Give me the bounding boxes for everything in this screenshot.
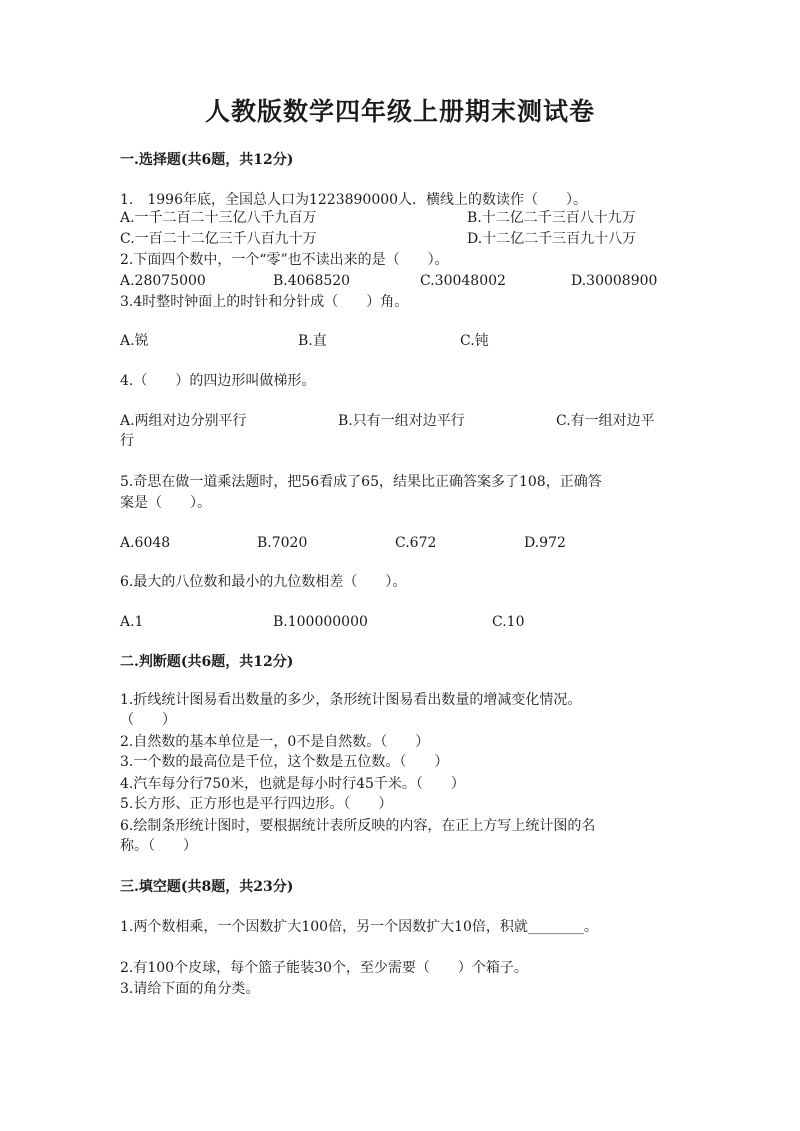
- question-1-6-option-b: B.100000000: [273, 614, 368, 630]
- page-title: 人教版数学四年级上册期末测试卷: [204, 97, 595, 126]
- fill-question-3: 3.请给下面的角分类。: [120, 981, 260, 997]
- judge-question-6-wrap: 称。（ ）: [120, 838, 197, 854]
- question-1-4-stem: 4.（ ）的四边形叫做梯形。: [120, 373, 316, 389]
- section-1-heading: 一.选择题(共6题，共12分): [120, 152, 294, 168]
- question-1-5-stem: 5.奇思在做一道乘法题时，把56看成了65，结果比正确答案多了108，正确答: [120, 474, 602, 490]
- question-1-6-option-c: C.10: [492, 614, 525, 630]
- question-1-4-option-c-wrap: 行: [120, 433, 134, 449]
- question-1-1-option-d: D.十二亿二千三百九十八万: [467, 231, 637, 247]
- fill-question-1: 1.两个数相乘，一个因数扩大100倍，另一个因数扩大10倍，积就________。: [120, 919, 598, 935]
- question-1-1-option-c: C.一百二十二亿三千八百九十万: [120, 231, 317, 247]
- question-1-6-stem: 6.最大的八位数和最小的九位数相差（ ）。: [120, 574, 407, 590]
- judge-question-4: 4.汽车每分行750米，也就是每小时行45千米。（ ）: [120, 776, 465, 792]
- question-1-4-option-b: B.只有一组对边平行: [338, 413, 465, 429]
- question-1-5-option-a: A.6048: [120, 535, 171, 551]
- fill-question-2: 2.有100个皮球，每个篮子能装30个，至少需要（ ）个箱子。: [120, 960, 528, 976]
- question-1-2-option-b: B.4068520: [273, 273, 351, 289]
- judge-question-2: 2.自然数的基本单位是一，0不是自然数。（ ）: [120, 734, 430, 750]
- question-1-1-option-b: B.十二亿二千三百八十九万: [467, 210, 636, 226]
- question-1-5-stem-wrap: 案是（ ）。: [120, 495, 211, 511]
- section-2-heading: 二.判断题(共6题，共12分): [120, 654, 294, 670]
- question-1-3-option-a: A.锐: [120, 333, 149, 349]
- judge-question-3: 3.一个数的最高位是千位，这个数是五位数。（ ）: [120, 754, 449, 770]
- question-1-2-option-c: C.30048002: [420, 273, 506, 289]
- judge-question-5: 5.长方形、正方形也是平行四边形。（ ）: [120, 796, 393, 812]
- question-1-2-option-d: D.30008900: [571, 273, 658, 289]
- question-1-4-option-a: A.两组对边分别平行: [120, 413, 247, 429]
- question-1-1-stem: 1. 1996年底，全国总人口为1223890000人．横线上的数读作（ ）。: [120, 192, 588, 208]
- judge-question-1: 1.折线统计图易看出数量的多少，条形统计图易看出数量的增减变化情况。: [120, 692, 582, 708]
- question-1-1-option-a: A.一千二百二十三亿八千九百万: [120, 210, 317, 226]
- question-1-3-option-b: B.直: [298, 333, 327, 349]
- question-1-2-stem: 2.下面四个数中，一个“零”也不读出来的是（ ）。: [120, 252, 449, 268]
- judge-question-1-wrap: （ ）: [120, 712, 176, 728]
- question-1-5-option-d: D.972: [524, 535, 566, 551]
- section-3-heading: 三.填空题(共8题，共23分): [120, 879, 294, 895]
- question-1-5-option-b: B.7020: [257, 535, 308, 551]
- question-1-3-option-c: C.钝: [460, 333, 489, 349]
- question-1-5-option-c: C.672: [395, 535, 437, 551]
- question-1-2-option-a: A.28075000: [120, 273, 206, 289]
- question-1-4-option-c: C.有一组对边平: [556, 413, 655, 429]
- judge-question-6: 6.绘制条形统计图时，要根据统计表所反映的内容，在正上方写上统计图的名: [120, 818, 596, 834]
- question-1-6-option-a: A.1: [120, 614, 144, 630]
- question-1-3-stem: 3.4时整时钟面上的时针和分针成（ ）角。: [120, 294, 409, 310]
